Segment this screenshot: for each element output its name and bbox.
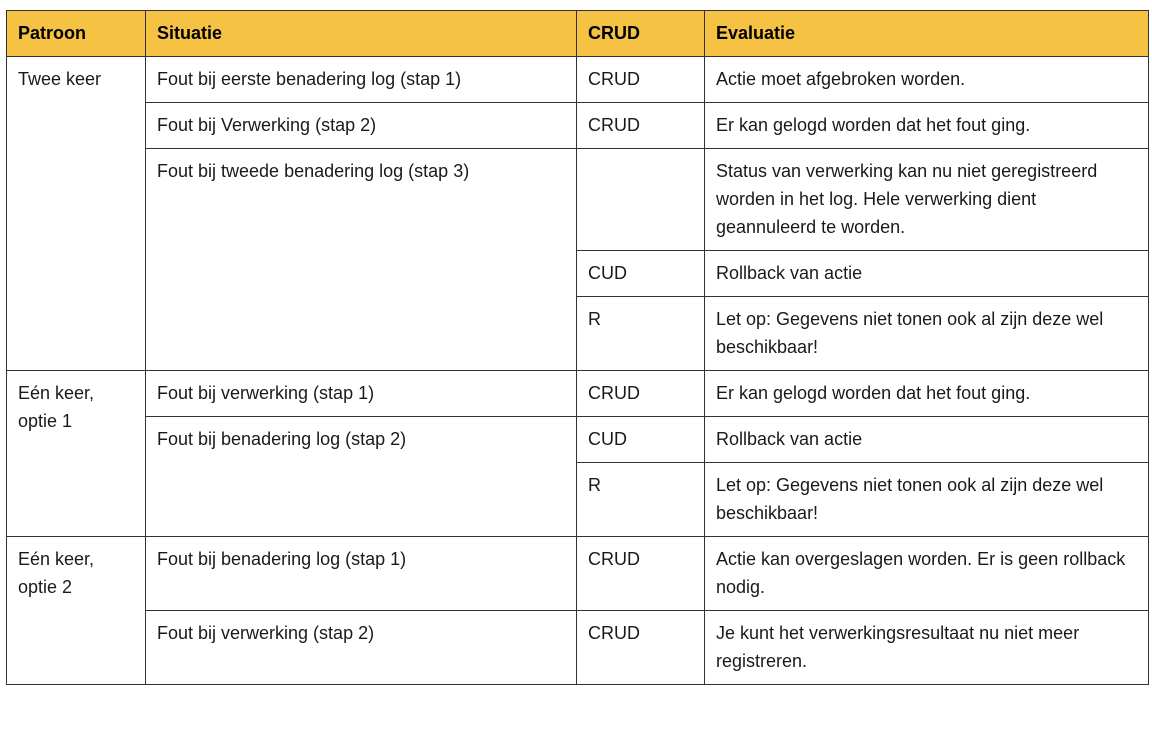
table-row [7,149,1149,251]
header-crud: CRUD [577,11,705,57]
table-row [7,537,1149,611]
header-patroon: Patroon [7,11,146,57]
evaluatie-cell: Je kunt het verwerkingsresultaat nu niet meer registreren. [705,611,1149,685]
header-evaluatie: Evaluatie [705,11,1149,57]
crud-cell: CRUD [577,103,705,149]
crud-cell: CRUD [577,537,705,611]
evaluatie-cell: Er kan gelogd worden dat het fout ging. [705,371,1149,417]
evaluatie-cell: Actie kan overgeslagen worden. Er is geen rollback nodig. [705,537,1149,611]
table-row [7,103,1149,149]
table-row [7,611,1149,685]
situatie-cell: Fout bij verwerking (stap 2) [146,611,577,685]
patroon-cell: Eén keer, optie 2 [7,537,146,685]
crud-cell: R [577,297,705,371]
evaluatie-cell: Rollback van actie [705,417,1149,463]
crud-cell: CRUD [577,371,705,417]
patroon-cell: Eén keer, optie 1 [7,371,146,537]
evaluatie-cell: Status van verwerking kan nu niet geregistreerd worden in het log. Hele verwerking dient geannuleerd te worden. [705,149,1149,251]
header-row [7,11,1149,57]
crud-cell: CUD [577,251,705,297]
evaluatie-cell: Actie moet afgebroken worden. [705,57,1149,103]
table-row [7,417,1149,463]
situatie-cell: Fout bij benadering log (stap 1) [146,537,577,611]
crud-cell [577,149,705,251]
evaluatie-cell: Let op: Gegevens niet tonen ook al zijn deze wel beschikbaar! [705,463,1149,537]
situatie-cell: Fout bij Verwerking (stap 2) [146,103,577,149]
error-pattern-table [6,10,1149,685]
evaluatie-cell: Rollback van actie [705,251,1149,297]
evaluatie-cell: Let op: Gegevens niet tonen ook al zijn deze wel beschikbaar! [705,297,1149,371]
patroon-cell: Twee keer [7,57,146,371]
crud-cell: CRUD [577,57,705,103]
situatie-cell: Fout bij benadering log (stap 2) [146,417,577,537]
crud-cell: R [577,463,705,537]
header-situatie: Situatie [146,11,577,57]
crud-cell: CUD [577,417,705,463]
crud-cell: CRUD [577,611,705,685]
table-row [7,57,1149,103]
table-row [7,371,1149,417]
evaluatie-cell: Er kan gelogd worden dat het fout ging. [705,103,1149,149]
situatie-cell: Fout bij tweede benadering log (stap 3) [146,149,577,371]
situatie-cell: Fout bij verwerking (stap 1) [146,371,577,417]
situatie-cell: Fout bij eerste benadering log (stap 1) [146,57,577,103]
